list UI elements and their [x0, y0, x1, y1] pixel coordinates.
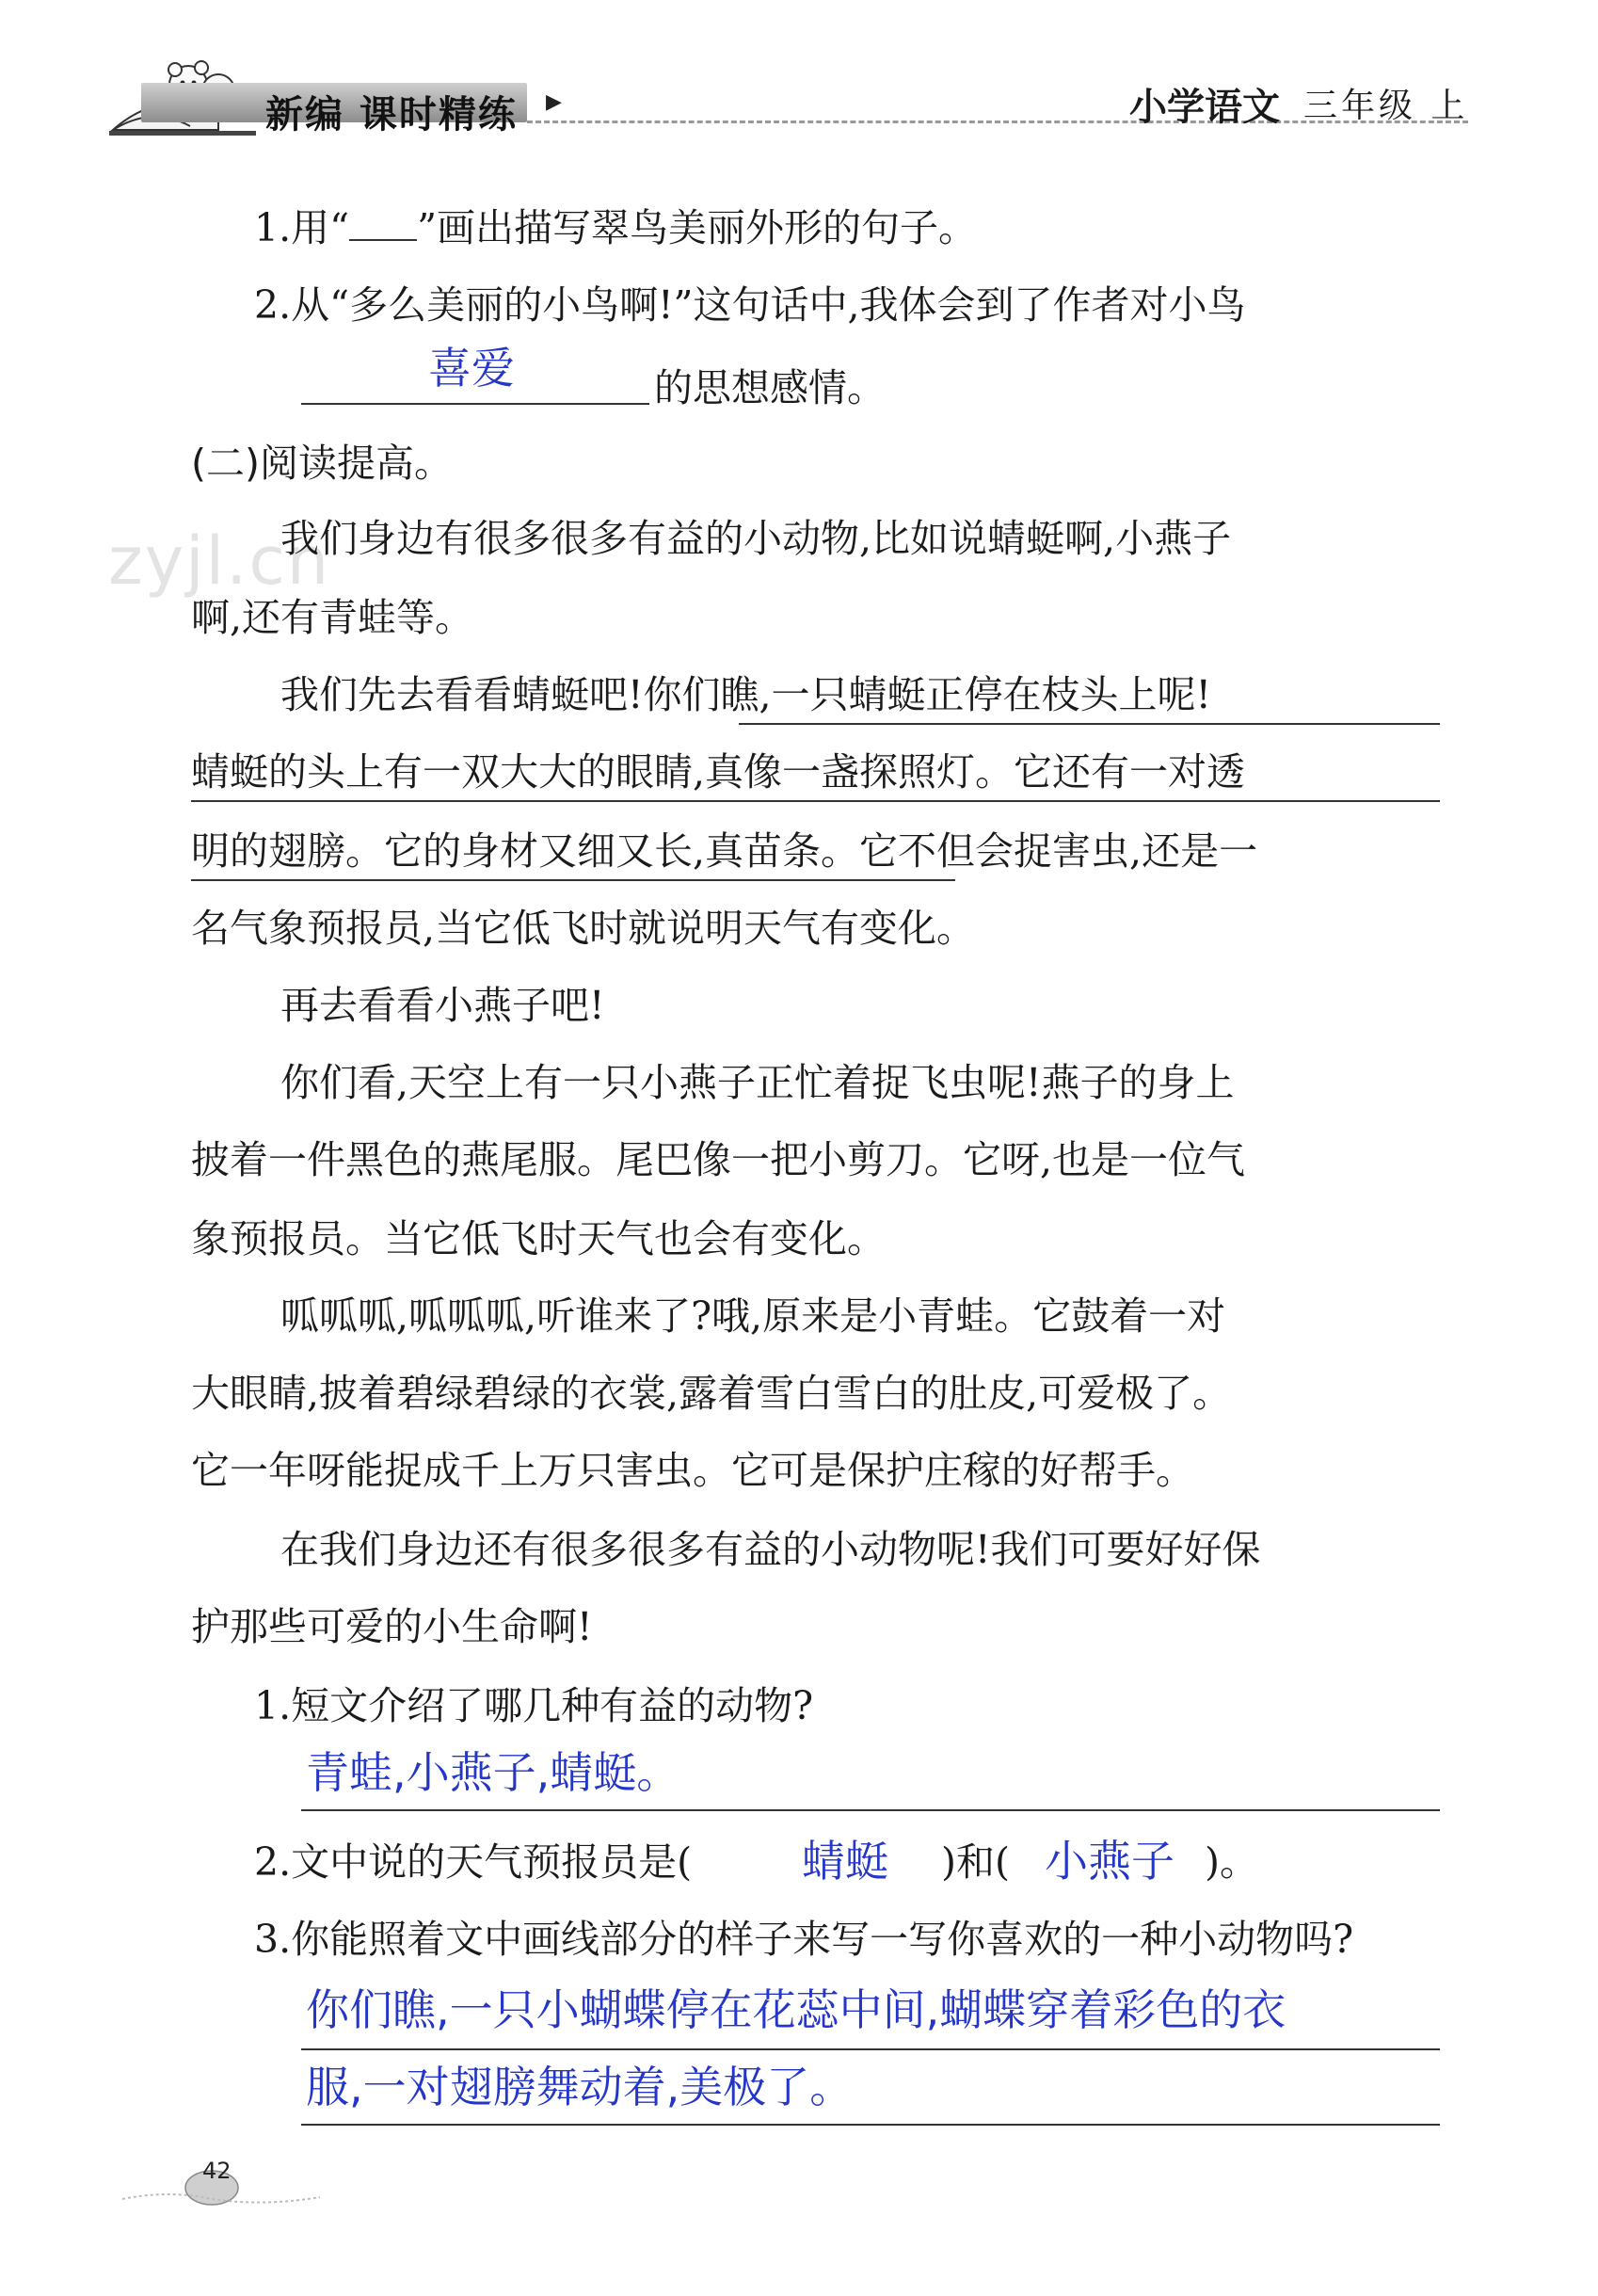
- answer-underline: [301, 1809, 1440, 1811]
- passage-line: 它一年呀能捉成千上万只害虫。它可是保护庄稼的好帮手。: [191, 1448, 1194, 1493]
- question-1: 1.短文介绍了哪几种有益的动物?: [254, 1683, 814, 1728]
- answer-1: 青蛙,小燕子,蜻蜓。: [306, 1747, 680, 1798]
- answer-underline: [301, 2124, 1440, 2126]
- passage-line: 再去看看小燕子吧!: [280, 983, 605, 1028]
- underline-blank: [349, 213, 417, 241]
- answer-underline: [301, 403, 649, 405]
- passage-line: 蜻蜓的头上有一双大大的眼睛,真像一盏探照灯。它还有一对透: [191, 749, 1246, 795]
- question-2: 2.文中说的天气预报员是(: [254, 1839, 693, 1885]
- sentence-underline: [191, 879, 955, 881]
- passage-line: 名气象预报员,当它低飞时就说明天气有变化。: [191, 906, 976, 951]
- passage-line: 啊,还有青蛙等。: [191, 595, 474, 640]
- passage-line: 你们看,天空上有一只小燕子正忙着捉飞虫呢!燕子的身上: [280, 1060, 1235, 1105]
- answer-2b: 小燕子: [1045, 1836, 1175, 1887]
- part1-question-2: 2.从“多么美丽的小鸟啊!”这句话中,我体会到了作者对小鸟: [254, 282, 1246, 328]
- part1-question-2-end: 的思想感情。: [654, 365, 886, 410]
- passage-line: 护那些可爱的小生命啊!: [191, 1604, 593, 1649]
- passage-line: 呱呱呱,呱呱呱,听谁来了?哦,原来是小青蛙。它鼓着一对: [280, 1293, 1226, 1339]
- header-grade: 三年级 上: [1303, 87, 1469, 125]
- passage-line: 明的翅膀。它的身材又细又长,真苗条。它不但会捉害虫,还是一: [191, 828, 1258, 874]
- answer-3-line-2: 服,一对翅膀舞动着,美极了。: [306, 2062, 854, 2112]
- header-subject: 小学语文: [1129, 85, 1280, 129]
- part1-answer-2: 喜爱: [428, 343, 515, 393]
- page-number: 42: [202, 2158, 232, 2184]
- passage-line: 大眼睛,披着碧绿碧绿的衣裳,露着雪白雪白的肚皮,可爱极了。: [191, 1371, 1232, 1416]
- part1-question-1: 1.用“ ”画出描写翠鸟美丽外形的句子。: [254, 205, 978, 250]
- answer-3-line-1: 你们瞧,一只小蝴蝶停在花蕊中间,蝴蝶穿着彩色的衣: [306, 1984, 1286, 2035]
- answer-underline: [301, 2048, 1440, 2050]
- passage-line: 象预报员。当它低飞时天气也会有变化。: [191, 1216, 886, 1261]
- passage-line: 我们先去看看蜻蜓吧!你们瞧,一只蜻蜓正停在枝头上呢!: [280, 672, 1211, 717]
- answer-2a: 蜻蜓: [802, 1836, 888, 1887]
- question-2-end: )。: [1205, 1839, 1258, 1885]
- watermark: zyjl.cn: [108, 522, 331, 600]
- passage-line: 在我们身边还有很多很多有益的小动物呢!我们可要好好保: [280, 1527, 1261, 1572]
- sentence-underline: [739, 723, 1440, 725]
- question-2-mid: )和(: [941, 1839, 1010, 1885]
- question-3: 3.你能照着文中画线部分的样子来写一写你喜欢的一种小动物吗?: [254, 1917, 1354, 1962]
- sentence-underline: [191, 800, 1440, 802]
- header-brand: 新编 课时精练: [265, 92, 518, 136]
- header-arrow-icon: ▶: [546, 90, 562, 114]
- passage-line: 我们身边有很多很多有益的小动物,比如说蜻蜓啊,小燕子: [280, 516, 1232, 561]
- section-title: (二)阅读提高。: [191, 441, 453, 486]
- passage-line: 披着一件黑色的燕尾服。尾巴像一把小剪刀。它呀,也是一位气: [191, 1137, 1246, 1182]
